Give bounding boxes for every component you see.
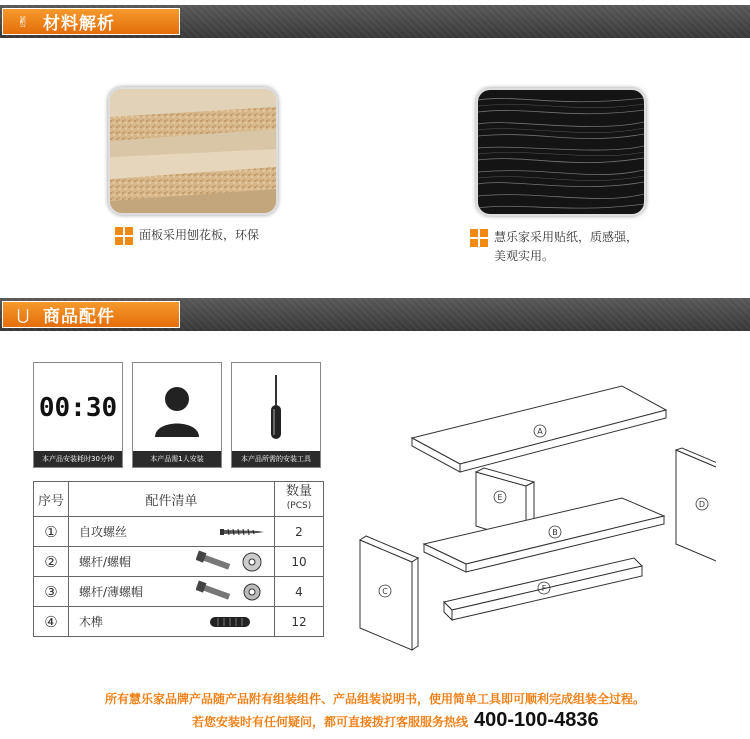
person-icon xyxy=(133,365,221,453)
table-row: ② 螺杆/螺帽 10 xyxy=(34,547,324,577)
screwdriver-icon xyxy=(232,365,320,453)
parts-section-bar xyxy=(0,298,750,331)
parts-table-header xyxy=(34,482,324,517)
label-a: A xyxy=(537,427,543,436)
install-time-box xyxy=(33,362,123,468)
header-qty: 数量 (PCS) xyxy=(275,482,324,517)
parts-tab xyxy=(2,301,180,328)
label-f: F xyxy=(541,584,547,593)
label-d: D xyxy=(698,500,706,509)
magnet-icon: ⋃ xyxy=(16,305,30,324)
tool-label: 本产品所需的安装工具 xyxy=(232,451,320,467)
installer-count-box xyxy=(132,362,222,468)
footer-line1: 所有慧乐家品牌产品随产品附有组装组件、产品组装说明书，使用简单工具即可顺利完成组装全过程。 xyxy=(104,692,645,706)
table-row: ① 自攻螺丝 2 xyxy=(34,517,324,547)
particle-board-caption: 面板采用刨花板，环保 xyxy=(115,226,259,245)
label-e: E xyxy=(497,493,503,502)
hotline-number: 400-100-4836 xyxy=(474,709,599,731)
tool-box xyxy=(231,362,321,468)
table-row: ④ 木榫 12 xyxy=(34,607,324,637)
screw-icon xyxy=(220,527,264,537)
bolt-thin-nut-icon xyxy=(196,579,266,605)
bolt-nut-icon xyxy=(196,549,266,575)
parts-table xyxy=(33,481,324,637)
installer-count-label: 本产品需1人安装 xyxy=(133,451,221,467)
orange-bullet-icon xyxy=(470,229,488,247)
label-b: B xyxy=(552,528,558,537)
dowel-icon xyxy=(210,616,250,628)
orange-bullet-icon xyxy=(115,227,133,245)
install-time-label: 本产品安装耗时30分钟 xyxy=(34,451,122,467)
sticker-caption: 慧乐家采用贴纸，质感强， 美观实用。 xyxy=(470,228,638,266)
particle-board-photo xyxy=(108,87,278,215)
footer-line2: 若您安装时有任何疑问，都可直接拨打客服服务热线 400-100-4836 xyxy=(192,709,599,731)
label-c: C xyxy=(382,587,388,596)
materials-section-bar xyxy=(0,5,750,38)
install-time-value: 00:30 xyxy=(38,393,118,423)
materials-tab xyxy=(2,8,180,35)
header-name: 配件清单 xyxy=(69,482,275,517)
assembly-diagram xyxy=(356,380,716,660)
black-wood-grain-photo xyxy=(476,88,646,216)
parts-title: 商品配件 xyxy=(43,307,115,327)
hand-icon: ✌ xyxy=(16,12,30,31)
materials-title: 材料解析 xyxy=(43,14,115,34)
table-row: ③ 螺杆/薄螺帽 4 xyxy=(34,577,324,607)
header-no: 序号 xyxy=(34,482,69,517)
